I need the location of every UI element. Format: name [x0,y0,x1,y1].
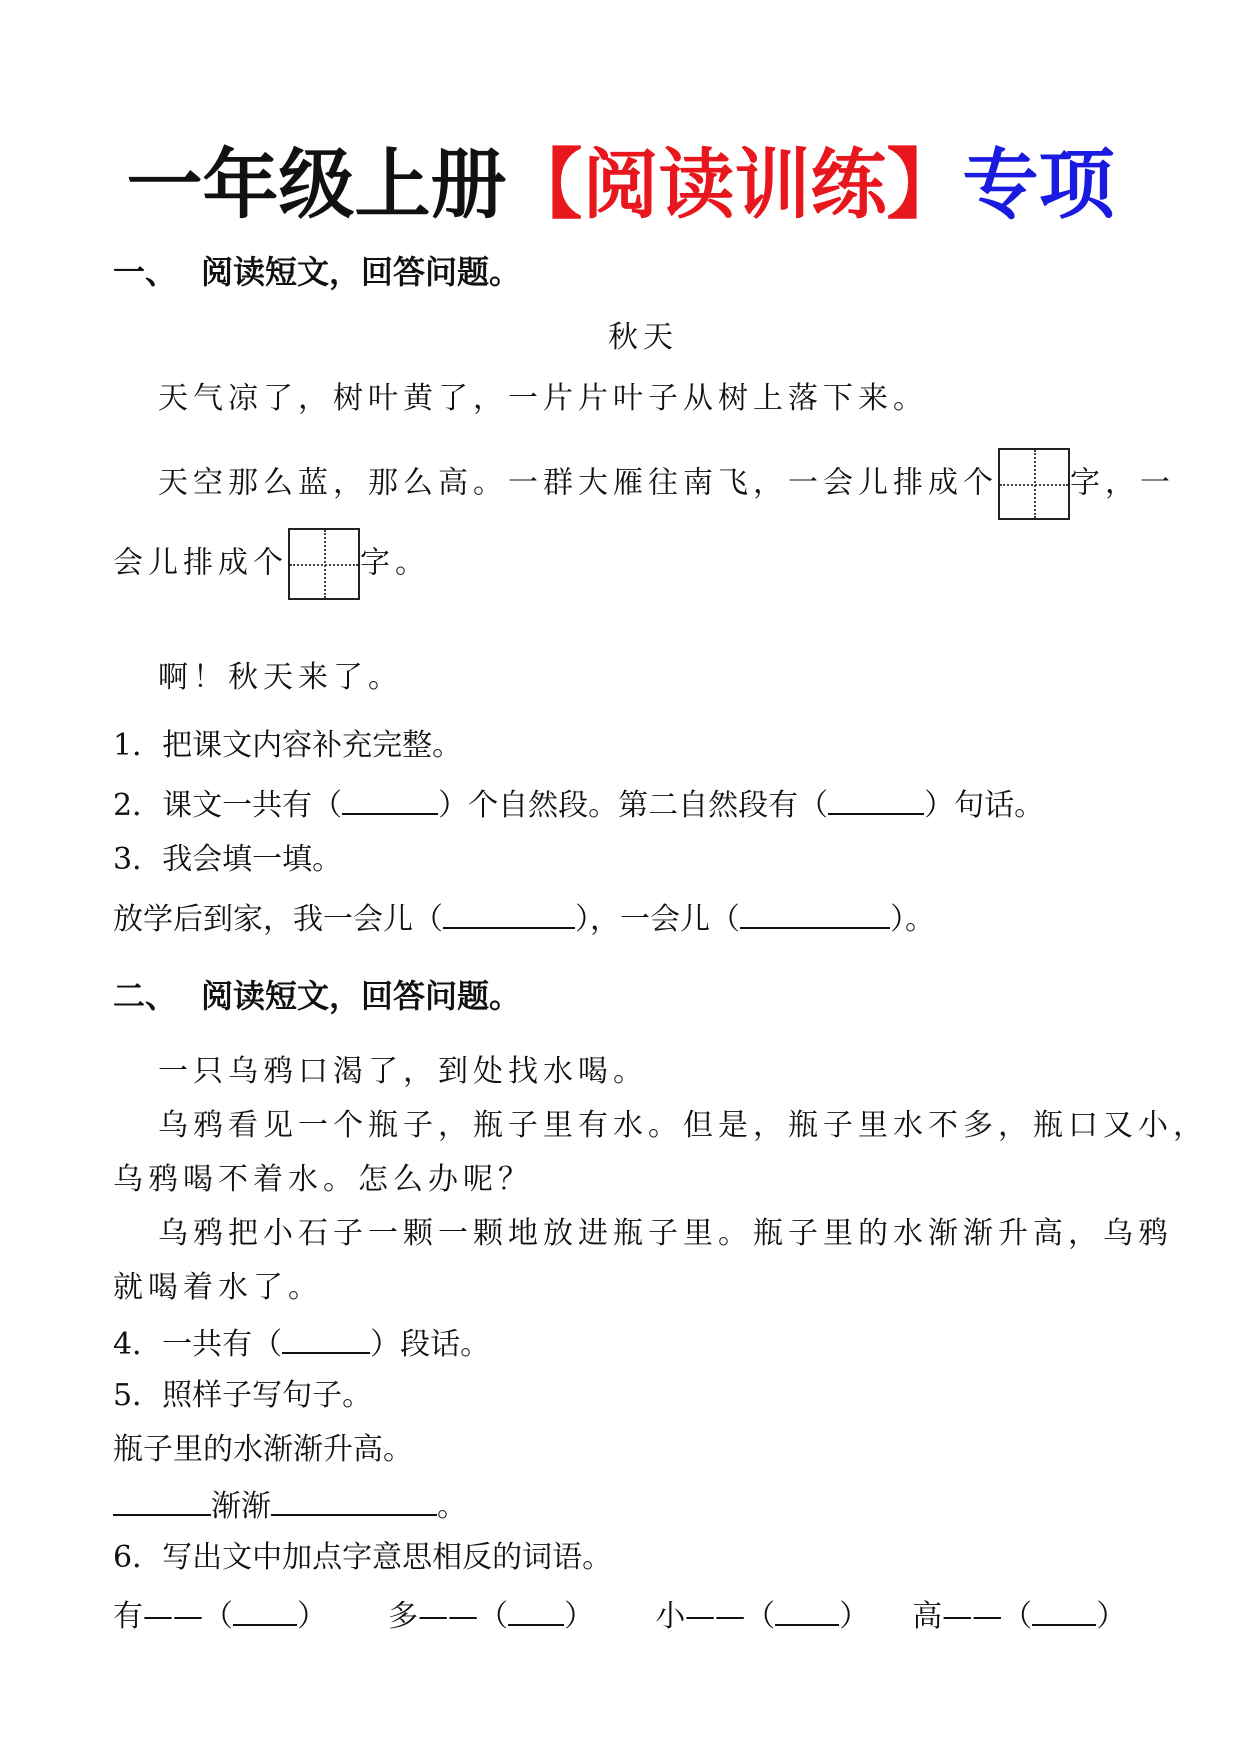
antonym-word: 高——（ [912,1599,1033,1634]
q4-blank[interactable] [282,1322,370,1354]
q3-text-b: ），一会儿（ [575,902,740,937]
q5-end: 。 [437,1489,467,1524]
question-3: 3．我会填一填。 [113,842,343,877]
passage1-paragraph-2-line-1 [158,448,1175,520]
question-4 [113,1322,490,1365]
antonym-item [655,1599,869,1634]
section2-heading [113,976,521,1016]
q3-blank-2[interactable] [740,897,890,929]
question-1: 1．把课文内容补充完整。 [113,728,463,763]
q2-text-c: ）句话。 [924,788,1045,823]
section2-heading-text: 阅读短文，回答问题。 [201,977,522,1015]
section2-number: 二、 [113,977,178,1015]
passage2-paragraph-1: 一只乌鸦口渴了，到处找水喝。 [158,1054,648,1089]
q5-blank-1[interactable] [113,1484,211,1516]
antonym-end: ） [839,1599,870,1634]
page-title [0,135,1241,235]
passage2-paragraph-2-line-2: 乌鸦喝不着水。怎么办呢？ [113,1162,533,1197]
antonym-end: ） [564,1599,595,1634]
antonym-blank-1[interactable] [233,1594,297,1626]
passage1-paragraph-1: 天气凉了，树叶黄了，一片片叶子从树上落下来。 [158,381,928,416]
antonym-item [912,1599,1126,1634]
q3-text-a: 放学后到家，我一会儿（ [113,902,443,937]
antonym-blank-2[interactable] [508,1594,564,1626]
p2-text-b: 字，一 [1070,465,1175,501]
antonym-blank-4[interactable] [1032,1594,1096,1626]
passage2-paragraph-3-line-2: 就喝着水了。 [113,1270,323,1305]
question-3-fill-line [113,897,935,940]
title-topic: 【阅读训练】 [506,140,963,229]
question-6: 6．写出文中加点字意思相反的词语。 [113,1540,613,1575]
question-5-fill-line [113,1484,467,1527]
q2-text-b: ）个自然段。第二自然段有（ [438,788,829,823]
antonym-item [113,1599,327,1634]
p2-text-c: 会儿排成个 [113,545,288,581]
passage1-paragraph-2-line-2 [113,528,430,600]
question-5-example: 瓶子里的水渐渐升高。 [113,1432,413,1467]
q2-blank-paragraphs[interactable] [342,783,438,815]
antonym-end: ） [1096,1599,1127,1634]
antonym-end: ） [297,1599,327,1634]
antonym-item [388,1599,594,1634]
passage2-paragraph-2-line-1: 乌鸦看见一个瓶子，瓶子里有水。但是，瓶子里水不多，瓶口又小， [158,1108,1208,1143]
tianzi-box-1[interactable] [998,448,1070,520]
q5-blank-2[interactable] [271,1484,437,1516]
antonym-word: 多——（ [388,1599,509,1634]
title-suffix: 专项 [962,140,1115,229]
p2-text-d: 字。 [360,545,430,581]
q2-text-a: 2．课文一共有（ [113,788,343,823]
p2-text-a: 天空那么蓝，那么高。一群大雁往南飞，一会儿排成个 [158,465,998,501]
antonym-blank-3[interactable] [775,1594,839,1626]
passage1-title: 秋天 [608,320,678,355]
q3-blank-1[interactable] [443,897,575,929]
q4-text-a: 4．一共有（ [113,1327,283,1362]
antonym-word: 有——（ [113,1599,233,1634]
question-2 [113,783,1044,826]
passage1-paragraph-3: 啊！秋天来了。 [158,660,403,695]
q3-text-c: ）。 [890,902,935,937]
section1-heading [113,252,521,292]
passage2-paragraph-3-line-1: 乌鸦把小石子一颗一颗地放进瓶子里。瓶子里的水渐渐升高，乌鸦 [158,1216,1173,1251]
question-6-antonyms [113,1594,1126,1637]
antonym-word: 小——（ [655,1599,776,1634]
tianzi-box-2[interactable] [288,528,360,600]
q2-blank-sentences[interactable] [828,783,924,815]
q5-word: 渐渐 [211,1489,271,1524]
question-5: 5．照样子写句子。 [113,1378,373,1413]
q4-text-b: ）段话。 [370,1327,491,1362]
title-grade: 一年级上册 [126,140,507,229]
section1-number: 一、 [113,253,178,291]
section1-heading-text: 阅读短文，回答问题。 [201,253,522,291]
